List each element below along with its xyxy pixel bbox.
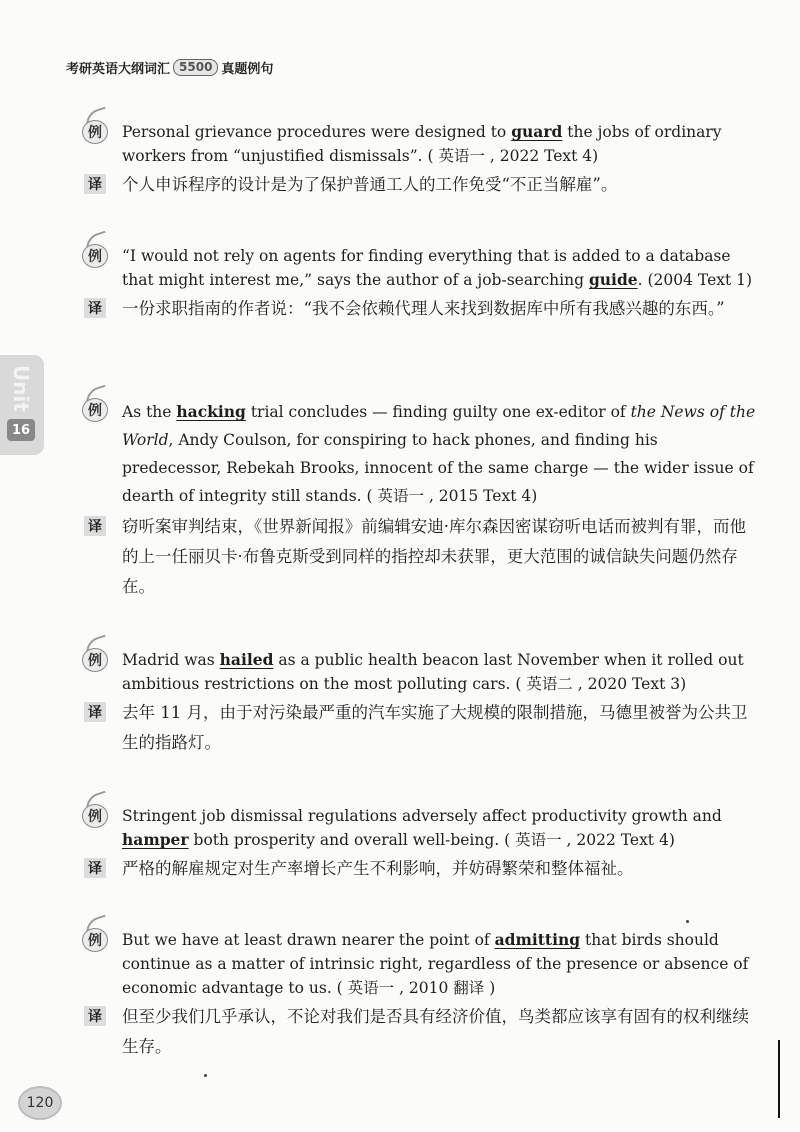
translation: 译 窃听案审判结束，《世界新闻报》前编辑安迪·库尔森因密谋窃听电话而被判有罪，而他的上一任丽贝卡·布鲁克斯受到同样的指控却未获罪，更大范围的诚信缺失问题仍然存在。 [80,512,760,602]
scan-edge-line [778,1040,780,1118]
translation: 译 去年 11 月，由于对污染最严重的汽车实施了大规模的限制措施，马德里被誉为公共卫生的指路灯。 [80,698,760,758]
unit-tab [0,355,44,455]
unit-label: Unit [9,365,33,412]
example-sentence: 例 “I would not rely on agents for finding everything that is added to a database that might interest me,” says the author of a job-searching guide. (2004 Text 1) [80,244,760,292]
entry-4 [80,648,760,758]
translation-icon: 译 [84,174,106,194]
header-badge: 5500 [173,59,218,76]
scan-speck [686,920,689,923]
page-number: 120 [18,1086,62,1120]
translation: 译 严格的解雇规定对生产率增长产生不利影响，并妨碍繁荣和整体福祉。 [80,854,760,884]
keyword: admitting [494,930,581,949]
keyword: guide [588,270,638,289]
unit-number: 16 [7,419,35,441]
keyword: guard [511,122,563,141]
example-icon: 例 [80,118,110,146]
example-sentence: 例 Madrid was hailed as a public health beacon last November when it rolled out ambitious restrictions on the most polluting cars. ( 英语二 , 2020 Text 3) [80,648,760,696]
keyword: hacking [176,402,246,421]
scan-speck [204,1074,207,1077]
example-icon: 例 [80,926,110,954]
example-icon: 例 [80,396,110,424]
translation-icon: 译 [84,1006,106,1026]
example-sentence: 例 As the hacking trial concludes — finding guilty one ex-editor of the News of the World, Andy Coulson, for conspiring to hack phones, and finding his predecessor, Rebekah Brooks, innocent of the same charge — the wider issue of dearth of integrity still stands. ( 英语一 , 2015 Text 4) [80,398,760,510]
example-sentence: 例 But we have at least drawn nearer the point of admitting that birds should continue as a matter of intrinsic right, regardless of the presence or absence of economic advantage to us. ( 英语一 , 2010 翻译 ) [80,928,760,1000]
header-title: 考研英语大纲词汇 [66,62,171,77]
entry-6 [80,928,760,1062]
example-sentence: 例 Personal grievance procedures were designed to guard the jobs of ordinary workers from “unjustified dismissals”. ( 英语一 , 2022 Text 4) [80,120,760,168]
keyword: hamper [122,830,189,849]
entry-2 [80,244,760,324]
translation-icon: 译 [84,702,106,722]
translation-icon: 译 [84,298,106,318]
example-sentence: 例 Stringent job dismissal regulations adversely affect productivity growth and hamper both prosperity and overall well-being. ( 英语一 , 2022 Text 4) [80,804,760,852]
translation-icon: 译 [84,516,106,536]
entry-3 [80,398,760,602]
header-suffix: 真题例句 [221,62,274,77]
translation: 译 个人申诉程序的设计是为了保护普通工人的工作免受“不正当解雇”。 [80,170,760,200]
translation: 译 但至少我们几乎承认，不论对我们是否具有经济价值，鸟类都应该享有固有的权利继续生存。 [80,1002,760,1062]
example-icon: 例 [80,646,110,674]
entry-1 [80,120,760,200]
example-icon: 例 [80,802,110,830]
translation: 译 一份求职指南的作者说：“我不会依赖代理人来找到数据库中所有我感兴趣的东西。” [80,294,760,324]
translation-icon: 译 [84,858,106,878]
example-icon: 例 [80,242,110,270]
keyword: hailed [219,650,274,669]
entry-5 [80,804,760,884]
running-header [66,58,273,77]
